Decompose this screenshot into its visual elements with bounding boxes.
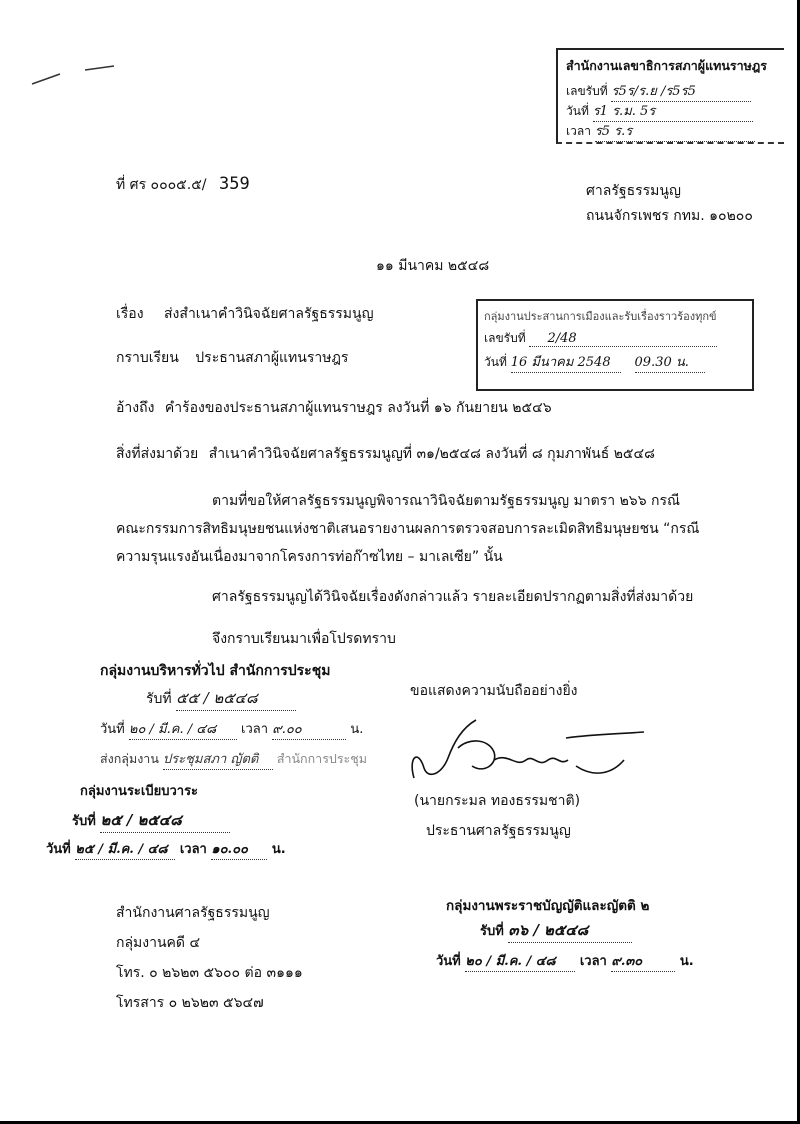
enclosure-label: สิ่งที่ส่งมาด้วย	[116, 446, 199, 462]
subject-text: ส่งสำเนาคำวินิจฉัยศาลรัฐธรรมนูญ	[164, 306, 374, 322]
stamp-bill-date-value: ๒๐ / มี.ค. / ๔๘	[465, 950, 575, 972]
stamp-admin-recv-value: ๕๕ / ๒๕๔๘	[176, 686, 296, 711]
closing-request: จึงกราบเรียนมาเพื่อโปรดทราบ	[212, 631, 396, 647]
stamp-bill-time-label: เวลา	[579, 954, 607, 969]
box-recv-label: เลขรับที่	[484, 331, 526, 345]
enclosure-text: สำเนาคำวินิจฉัยศาลรัฐธรรมนูญที่ ๓๑/๒๕๔๘ ลงวันที่ ๘ กุมภาพันธ์ ๒๕๔๘	[208, 446, 655, 462]
subject-label: เรื่อง	[116, 306, 144, 322]
footer-group: กลุ่มงานคดี ๔	[116, 935, 201, 951]
stamp-reg-recv-value: ๒๕ / ๒๕๔๘	[100, 808, 230, 833]
stamp-bill-recv	[480, 918, 632, 943]
stamp-admin-time-value: ๙.๐๐	[272, 718, 346, 740]
stamp-admin-title: กลุ่มงานบริหารทั่วไป สำนักการประชุม	[100, 663, 331, 679]
stamp-reg-datetime	[46, 838, 286, 860]
stamp-bill-date-label: วันที่	[436, 954, 461, 969]
stamp-bill-time-value: ๙.๓๐	[611, 950, 675, 972]
stamp-office: สำนักงานเลขาธิการสภาผู้แทนราษฎร	[566, 58, 767, 73]
letter-date: ๑๑ มีนาคม ๒๕๔๘	[376, 258, 490, 274]
stamp-reg-recv	[72, 808, 230, 833]
closing-text: ขอแสดงความนับถืออย่างยิ่ง	[410, 683, 578, 699]
stamp-reg-date-value: ๒๕ / มี.ค. / ๔๘	[75, 838, 175, 860]
stamp-admin	[100, 660, 330, 682]
org-address: ถนนจักรเพชร กทม. ๑๐๒๐๐	[586, 208, 753, 224]
stamp-admin-send-value: ประชุมสภา ญัตติ	[163, 748, 273, 770]
scan-mark	[30, 60, 120, 90]
box-date-label: วันที่	[484, 355, 507, 369]
stamp-admin-send-label: ส่งกลุ่มงาน	[100, 751, 159, 766]
subject-row	[116, 303, 374, 325]
body-line-3: ความรุนแรงอันเนื่องมาจากโครงการท่อก๊าซไทย – มาเลเซีย” นั้น	[116, 549, 503, 565]
stamp-reg-date-label: วันที่	[46, 842, 71, 857]
box-time-value: 09.30 น.	[635, 351, 705, 373]
reference-label: อ้างถึง	[116, 400, 155, 416]
box-date-value: 16 มีนาคม 2548	[511, 351, 621, 373]
reference-row	[116, 397, 552, 419]
stamp-bill-recv-label: รับที่	[480, 924, 504, 939]
reference-text: คำร้องของประธานสภาผู้แทนราษฎร ลงวันที่ ๑๖ กันยายน ๒๕๔๖	[164, 400, 552, 416]
stamp-date-label: วันที่	[566, 104, 589, 118]
footer-office: สำนักงานศาลรัฐธรรมนูญ	[116, 905, 270, 921]
stamp-reg-time-unit: น.	[271, 842, 286, 857]
stamp-reg-title: กลุ่มงานระเบียบวาระ	[80, 784, 199, 799]
stamp-reg-time-value: ๑๐.๐๐	[211, 838, 267, 860]
doc-number-value: 359	[218, 174, 250, 194]
stamp-admin-send-tail: สำนักการประชุม	[276, 751, 367, 766]
stamp-recv-label: เลขรับที่	[566, 84, 608, 98]
stamp-time-value: ร5 ร.ร	[595, 120, 755, 142]
doc-number	[116, 174, 250, 196]
stamp-date-value: ร1 ร.ม. 5ร	[593, 100, 753, 122]
addressee-row	[116, 347, 348, 369]
org-name: ศาลรัฐธรรมนูญ	[586, 183, 681, 199]
stamp-time-label: เวลา	[566, 124, 591, 138]
signer-title: ประธานศาลรัฐธรรมนูญ	[426, 823, 571, 839]
stamp-recv-value: ร5ร/ร.ย /ร5ร5	[611, 80, 751, 102]
body-line-1: ตามที่ขอให้ศาลรัฐธรรมนูญพิจารณาวินิจฉัยตามรัฐธรรมนูญ มาตรา ๒๖๖ กรณี	[212, 493, 681, 509]
stamp-admin-recv	[146, 686, 296, 711]
receipt-stamp-parliament	[556, 48, 784, 144]
stamp-admin-recv-label: รับที่	[146, 691, 172, 707]
signer-name: (นายกระมล ทองธรรมชาติ)	[414, 793, 581, 809]
addressee-label: กราบเรียน	[116, 350, 179, 366]
stamp-admin-time-unit: น.	[350, 722, 364, 737]
body-line-2: คณะกรรมการสิทธิมนุษยชนแห่งชาติเสนอรายงานผลการตรวจสอบการละเมิดสิทธิมนุษยชน “กรณี	[116, 521, 700, 537]
stamp-admin-send	[100, 748, 367, 770]
addressee-text: ประธานสภาผู้แทนราษฎร	[195, 350, 349, 366]
stamp-bill-time-unit: น.	[679, 954, 694, 969]
stamp-reg-recv-label: รับที่	[72, 814, 96, 829]
stamp-admin-time-label: เวลา	[241, 722, 269, 737]
box-recv-value: 2/48	[529, 331, 717, 347]
doc-number-label: ที่ ศร ๐๐๐๕.๕/	[116, 177, 207, 193]
stamp-bill-datetime	[436, 950, 694, 972]
receipt-stamp-petition	[476, 299, 754, 391]
body-line-4: ศาลรัฐธรรมนูญได้วินิจฉัยเรื่องดังกล่าวแล้ว รายละเอียดปรากฏตามสิ่งที่ส่งมาด้วย	[212, 589, 694, 605]
footer-phone: โทร. ๐ ๒๖๒๓ ๕๖๐๐ ต่อ ๓๑๑๑	[116, 965, 303, 981]
stamp-bill-recv-value: ๓๖ / ๒๕๔๘	[508, 918, 632, 943]
stamp-admin-date-label: วันที่	[100, 722, 125, 737]
footer-fax: โทรสาร ๐ ๒๖๒๓ ๕๖๔๗	[116, 995, 264, 1011]
stamp-bill-title: กลุ่มงานพระราชบัญญัติและญัตติ ๒	[446, 898, 650, 914]
stamp-reg-time-label: เวลา	[179, 842, 207, 857]
box-stamp-title: กลุ่มงานประสานการเมืองและรับเรื่องราวร้องทุกข์	[484, 310, 717, 323]
signature-image	[398, 708, 648, 788]
enclosure-row	[116, 443, 655, 465]
stamp-admin-datetime	[100, 718, 363, 740]
stamp-admin-date-value: ๒๐ / มี.ค. / ๔๘	[129, 718, 237, 740]
